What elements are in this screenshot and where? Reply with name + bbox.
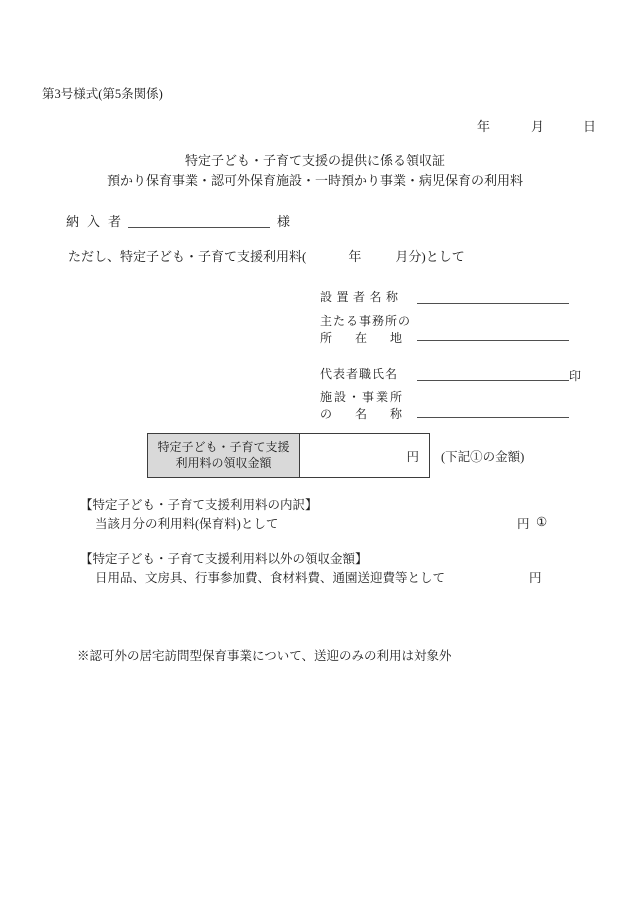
facility-name-label-line1: 施設・事業所 (320, 390, 405, 404)
representative-blank (417, 380, 569, 381)
proviso-prefix: ただし、特定子ども・子育て支援利用料( (68, 249, 307, 264)
proviso-line (68, 246, 465, 265)
issuer-name-label: 設置者名称 (320, 290, 403, 304)
date-day-label: 日 (583, 119, 597, 134)
representative-label: 代表者職氏名 (320, 367, 399, 381)
document-subtitle: 預かり保育事業・認可外保育施設・一時預かり事業・病児保育の利用料 (106, 173, 523, 188)
amount-label-cell (148, 434, 300, 477)
office-address-label-line1: 主たる事務所の (320, 314, 412, 328)
issuer-name-blank (417, 303, 569, 304)
office-address-label-line2: 所在地 (320, 331, 426, 345)
amount-label-line1: 特定子ども・子育て支援 (157, 440, 290, 454)
breakdown-item: 当該月分の利用料(保育料)として (95, 517, 279, 531)
footnote: ※認可外の居宅訪問型保育事業について、送迎のみの利用は対象外 (77, 649, 452, 663)
amount-box-note: (下記①の金額) (441, 450, 525, 464)
payer-label: 納入者 (66, 214, 130, 229)
facility-name-label-line2: の名称 (320, 407, 426, 421)
receipt-amount-table (147, 433, 430, 478)
other-heading: 【特定子ども・子育て支援利用料以外の領収金額】 (80, 552, 368, 566)
other-currency-label: 円 (529, 571, 542, 585)
breakdown-ref-mark: ① (536, 515, 548, 529)
document-title: 特定子ども・子育て支援の提供に係る領収証 (184, 153, 445, 168)
form-number: 第3号様式(第5条関係) (42, 87, 163, 101)
breakdown-heading: 【特定子ども・子育て支援利用料の内訳】 (80, 498, 318, 512)
amount-value-cell (300, 434, 429, 477)
facility-name-blank (417, 417, 569, 418)
office-address-blank (417, 340, 569, 341)
date-month-label: 月 (531, 119, 545, 134)
proviso-year-label: 年 (348, 249, 362, 264)
date-year-label: 年 (477, 119, 491, 134)
payer-name-blank (128, 227, 270, 228)
seal-mark: 印 (569, 369, 582, 383)
breakdown-currency-label: 円 (517, 517, 530, 531)
other-item: 日用品、文房具、行事参加費、食材料費、通園送迎費等として (95, 571, 446, 585)
payer-honorific: 様 (277, 214, 291, 229)
proviso-suffix: 月分)として (395, 249, 465, 264)
amount-label-line2: 利用料の領収金額 (175, 455, 272, 470)
amount-currency-label: 円 (406, 449, 419, 464)
